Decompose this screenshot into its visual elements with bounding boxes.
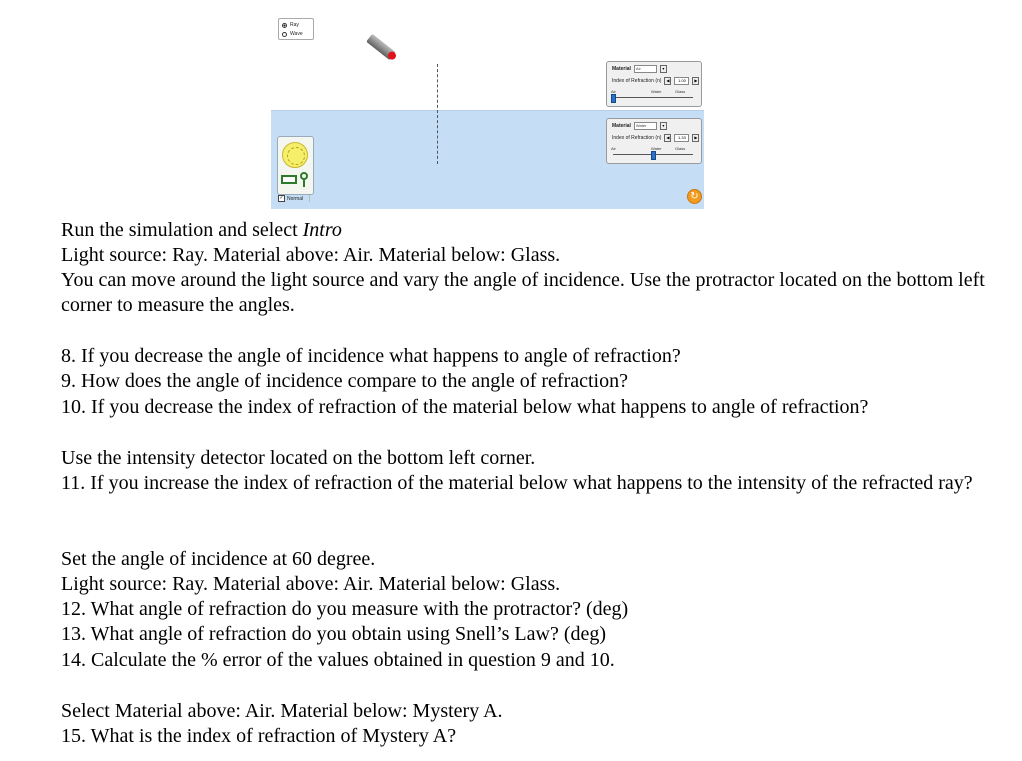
reset-icon[interactable]: ↻ [687, 189, 702, 204]
radio-label-wave: Wave [290, 31, 303, 37]
increment-arrow-icon[interactable]: ▶ [694, 135, 698, 140]
question-14: 14. Calculate the % error of the values obtained in question 9 and 10. [61, 649, 615, 671]
instructions-paragraph: You can move around the light source and vary the angle of incidence. Use the protractor located on the bottom left corner to measure the angles. [61, 269, 985, 316]
simulation-screenshot [271, 12, 704, 208]
radio-option-wave[interactable] [282, 30, 303, 38]
intro-tab-name: Intro [302, 219, 342, 241]
bottom-material-panel [606, 118, 702, 164]
question-12: 12. What angle of refraction do you measure with the protractor? (deg) [61, 598, 629, 620]
slider-tick-label: Air [611, 146, 616, 151]
setup-line-2: Light source: Ray. Material above: Air. Material below: Glass. [61, 573, 561, 595]
decrement-arrow-icon[interactable]: ◀ [666, 78, 670, 83]
question-10: 10. If you decrease the index of refraction of the material below what happens to angle of refraction? [61, 396, 869, 418]
index-label: Index of Refraction (n) [612, 135, 662, 141]
decrement-arrow-icon[interactable]: ◀ [666, 135, 670, 140]
radio-label-ray: Ray [290, 22, 299, 28]
protractor-icon[interactable] [282, 142, 308, 168]
normal-line [437, 64, 438, 164]
material-select[interactable]: Air [634, 65, 657, 73]
angle-instruction: Set the angle of incidence at 60 degree. [61, 548, 376, 570]
mystery-instruction: Select Material above: Air. Material below: Mystery A. [61, 700, 503, 722]
index-value[interactable]: 1.33 [674, 134, 689, 142]
index-value[interactable]: 1.00 [674, 77, 689, 85]
intro-text: Run the simulation and select [61, 219, 303, 241]
radio-selected-icon [282, 23, 287, 28]
material-label: Material [612, 123, 631, 129]
checkbox-checked-icon[interactable]: ✓ [279, 195, 284, 201]
detector-probe-icon[interactable] [300, 172, 310, 187]
light-mode-radio-group [278, 18, 314, 40]
laser-tip [386, 50, 397, 61]
increment-arrow-icon[interactable]: ▶ [694, 78, 698, 83]
radio-option-ray[interactable] [282, 21, 299, 29]
slider-track [613, 97, 693, 98]
radio-unselected-icon [282, 32, 287, 37]
dropdown-arrow-icon[interactable]: ▾ [660, 122, 667, 130]
material-label: Material [612, 66, 631, 72]
slider-tick-label: Air [611, 89, 616, 94]
laser-icon[interactable] [366, 34, 396, 60]
normal-toggle[interactable] [278, 195, 310, 202]
dropdown-arrow-icon[interactable]: ▾ [660, 65, 667, 73]
detector-instruction: Use the intensity detector located on the bottom left corner. [61, 447, 536, 469]
question-13: 13. What angle of refraction do you obtain using Snell’s Law? (deg) [61, 623, 607, 645]
slider-knob[interactable] [651, 151, 656, 160]
slider-tick-label: Water [651, 146, 662, 151]
material-select[interactable]: Water [634, 122, 657, 130]
question-11: 11. If you increase the index of refraction of the material below what happens to the intensity of the refracted ray? [61, 472, 973, 494]
slider-tick-label: Water [651, 89, 662, 94]
slider-knob[interactable] [611, 94, 616, 103]
divider [309, 195, 310, 202]
slider-tick-label: Glass [675, 146, 686, 151]
intro-line [61, 218, 342, 243]
normal-label: Normal [287, 195, 304, 202]
toolbox [277, 136, 314, 195]
intensity-detector-icon[interactable] [281, 175, 297, 184]
question-15: 15. What is the index of refraction of Mystery A? [61, 725, 457, 747]
setup-line: Light source: Ray. Material above: Air. Material below: Glass. [61, 244, 561, 266]
top-material-panel [606, 61, 702, 107]
index-label: Index of Refraction (n) [612, 78, 662, 84]
question-9: 9. How does the angle of incidence compare to the angle of refraction? [61, 370, 628, 392]
slider-tick-label: Glass [675, 89, 686, 94]
question-8: 8. If you decrease the angle of incidence what happens to angle of refraction? [61, 345, 681, 367]
